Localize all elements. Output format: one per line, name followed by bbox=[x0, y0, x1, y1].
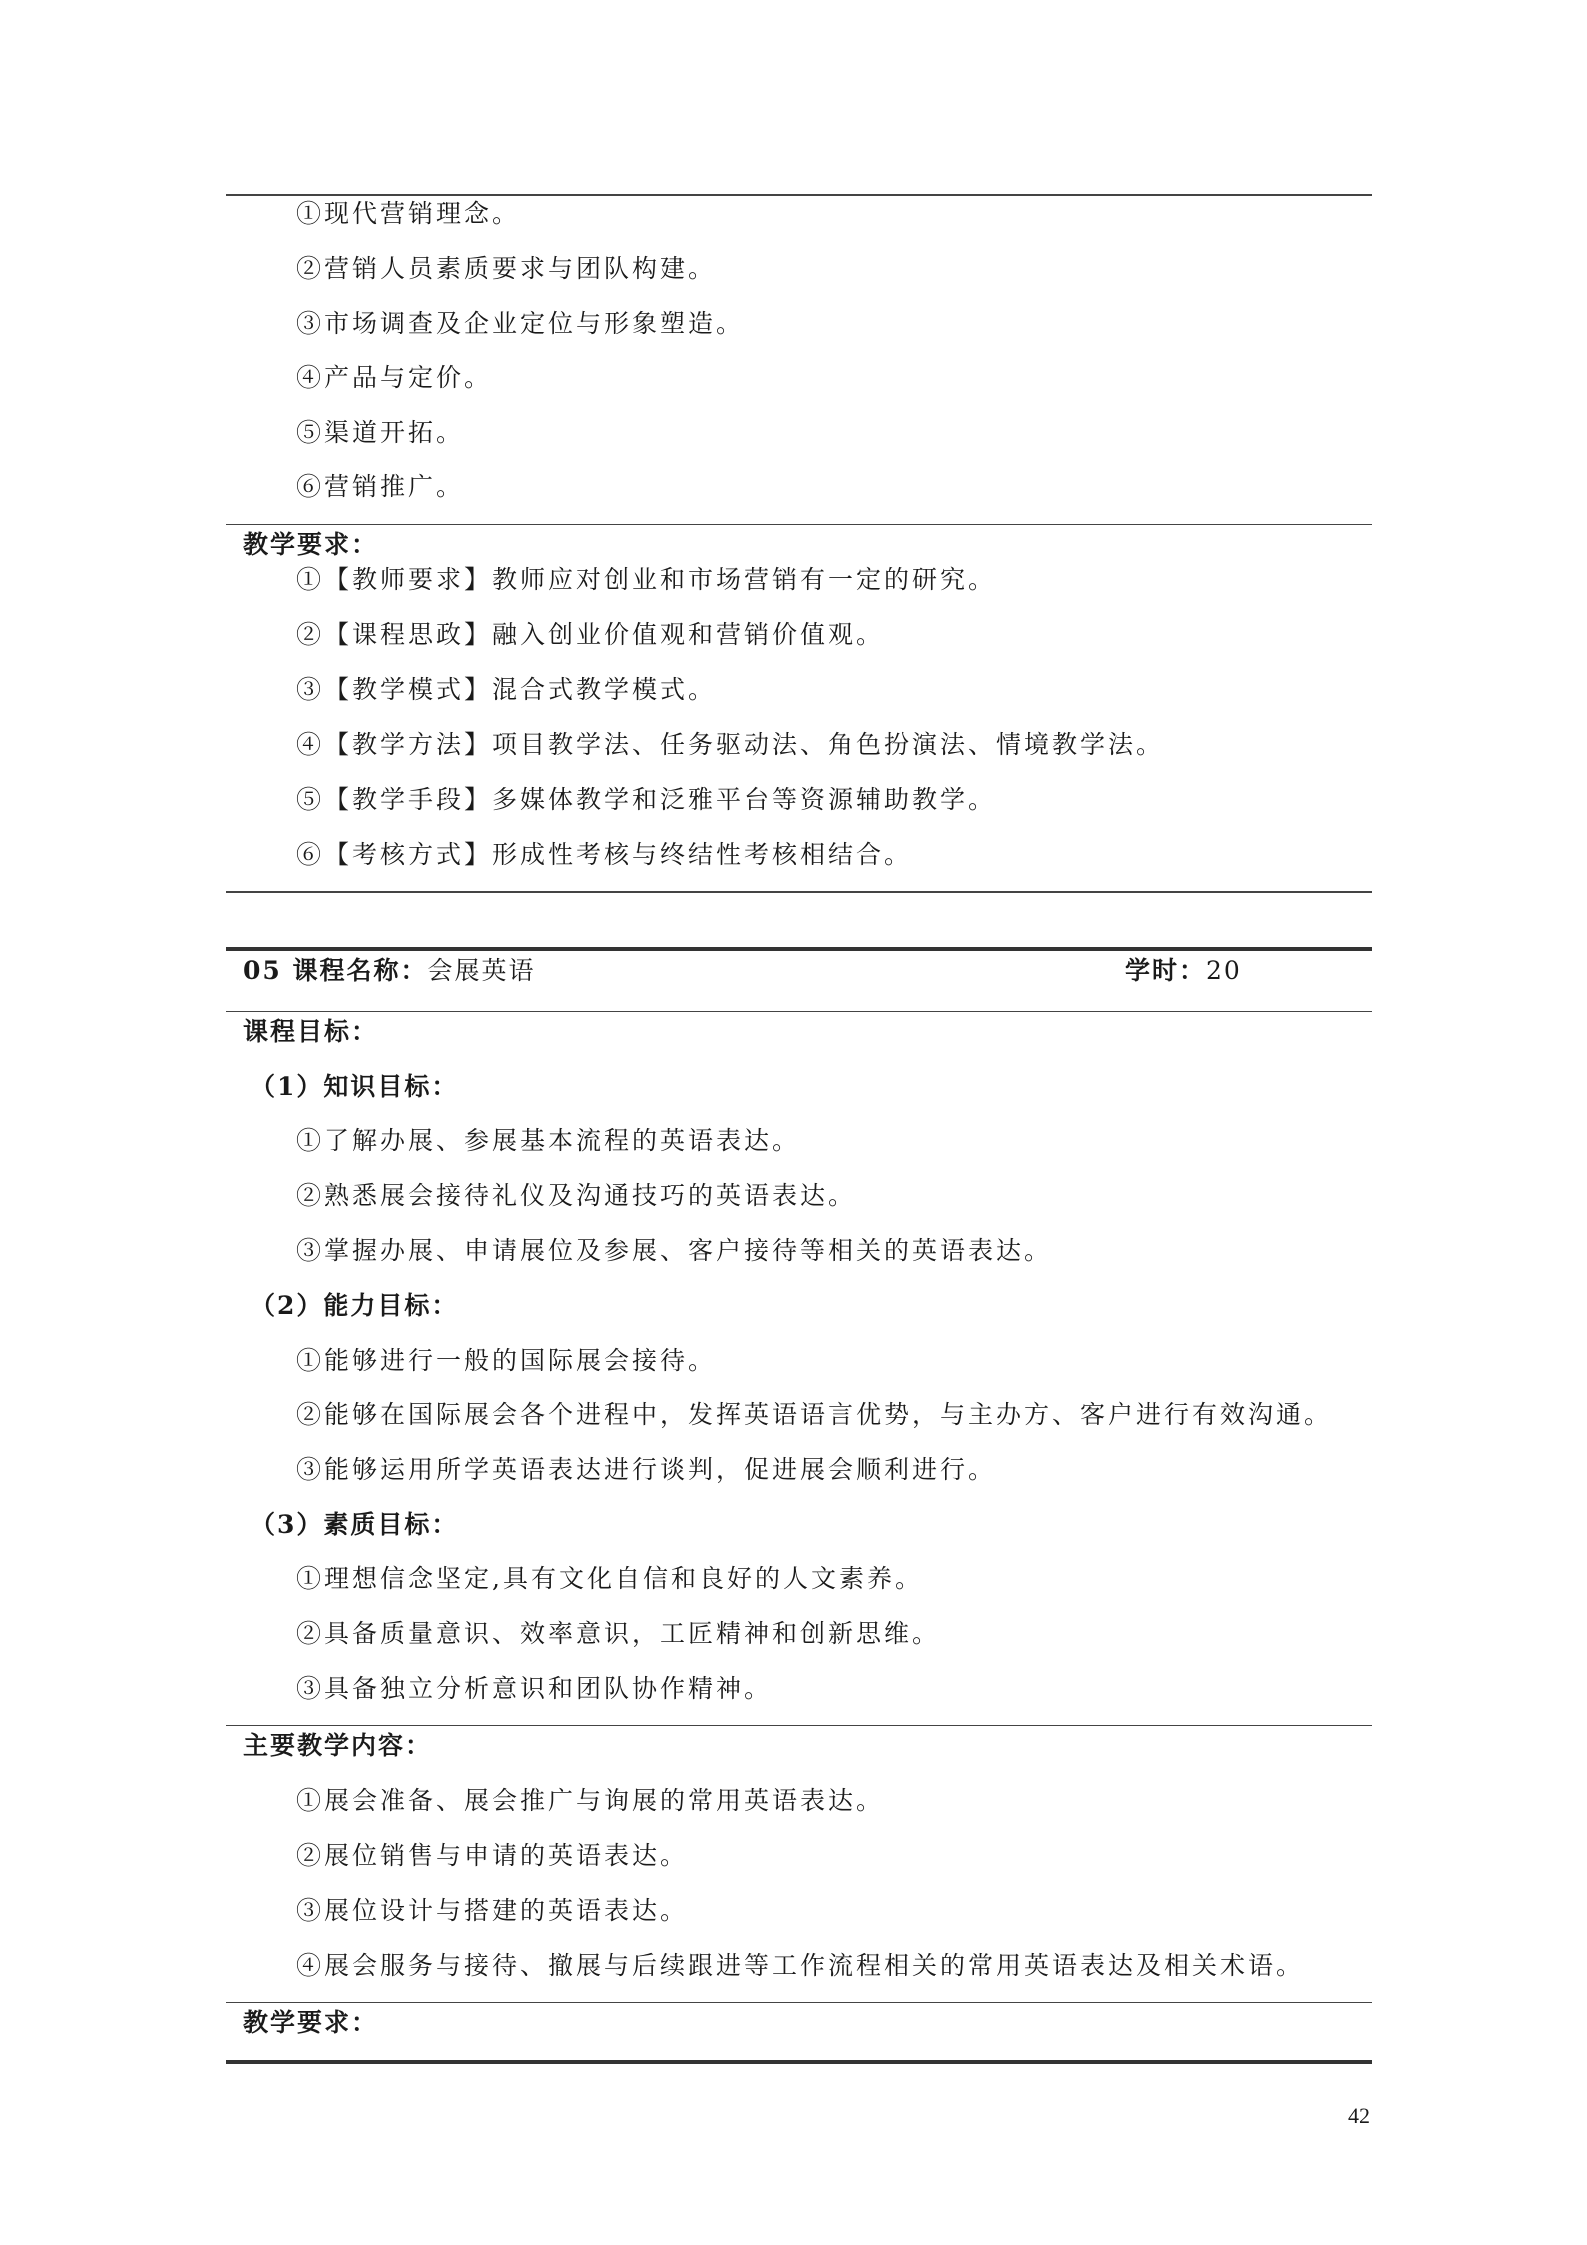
knowledge-item: ①了解办展、参展基本流程的英语表达。 bbox=[296, 1126, 801, 1155]
top-rule bbox=[226, 194, 1372, 196]
section-divider bbox=[226, 1725, 1372, 1726]
course-header-rule bbox=[226, 947, 1372, 951]
content-item: ⑥营销推广。 bbox=[296, 472, 465, 501]
content-item: ②展位销售与申请的英语表达。 bbox=[296, 1841, 689, 1870]
quality-item: ②具备质量意识、效率意识，工匠精神和创新思维。 bbox=[296, 1619, 941, 1648]
content-item: ④产品与定价。 bbox=[296, 363, 493, 392]
section-divider bbox=[226, 524, 1372, 525]
bottom-rule bbox=[226, 2060, 1372, 2064]
knowledge-item: ②熟悉展会接待礼仪及沟通技巧的英语表达。 bbox=[296, 1181, 857, 1210]
content-item: ③展位设计与搭建的英语表达。 bbox=[296, 1896, 689, 1925]
requirement-item: ⑤【教学手段】多媒体教学和泛雅平台等资源辅助教学。 bbox=[296, 785, 997, 814]
ability-heading: （2）能力目标： bbox=[250, 1291, 459, 1320]
course-hours-value: 20 bbox=[1206, 956, 1242, 985]
knowledge-heading: （1）知识目标： bbox=[250, 1072, 459, 1101]
course-name-value: 会展英语 bbox=[427, 956, 536, 985]
section-end-rule bbox=[226, 891, 1372, 893]
objectives-heading: 课程目标： bbox=[243, 1017, 379, 1046]
requirement-item: ⑥【考核方式】形成性考核与终结性考核相结合。 bbox=[296, 840, 913, 869]
content-item: ④展会服务与接待、撤展与后续跟进等工作流程相关的常用英语表达及相关术语。 bbox=[296, 1951, 1305, 1980]
requirement-item: ②【课程思政】融入创业价值观和营销价值观。 bbox=[296, 620, 885, 649]
content-item: ①现代营销理念。 bbox=[296, 199, 521, 228]
ability-item: ②能够在国际展会各个进程中，发挥英语语言优势，与主办方、客户进行有效沟通。 bbox=[296, 1400, 1333, 1429]
course-header-bottom-rule bbox=[226, 1011, 1372, 1012]
requirement-item: ③【教学模式】混合式教学模式。 bbox=[296, 675, 717, 704]
section-divider bbox=[226, 2002, 1372, 2003]
course-name-label bbox=[243, 956, 536, 986]
content-item: ②营销人员素质要求与团队构建。 bbox=[296, 254, 717, 283]
quality-heading: （3）素质目标： bbox=[250, 1510, 459, 1539]
course-hours-label: 学时： bbox=[1125, 956, 1207, 985]
course-hours bbox=[1125, 956, 1242, 986]
ability-item: ③能够运用所学英语表达进行谈判，促进展会顺利进行。 bbox=[296, 1455, 997, 1484]
content-item: ①展会准备、展会推广与询展的常用英语表达。 bbox=[296, 1786, 885, 1815]
ability-item: ①能够进行一般的国际展会接待。 bbox=[296, 1346, 717, 1375]
page-number: 42 bbox=[1348, 2103, 1370, 2128]
content-heading: 主要教学内容： bbox=[243, 1731, 433, 1760]
requirements-heading: 教学要求： bbox=[243, 530, 379, 559]
content-item: ③市场调查及企业定位与形象塑造。 bbox=[296, 309, 745, 338]
quality-item: ①理想信念坚定,具有文化自信和良好的人文素养。 bbox=[296, 1564, 923, 1593]
requirements-heading: 教学要求： bbox=[243, 2008, 379, 2037]
course-name-label-text: 05 课程名称： bbox=[243, 956, 428, 985]
requirement-item: ④【教学方法】项目教学法、任务驱动法、角色扮演法、情境教学法。 bbox=[296, 730, 1165, 759]
knowledge-item: ③掌握办展、申请展位及参展、客户接待等相关的英语表达。 bbox=[296, 1236, 1053, 1265]
requirement-item: ①【教师要求】教师应对创业和市场营销有一定的研究。 bbox=[296, 565, 997, 594]
quality-item: ③具备独立分析意识和团队协作精神。 bbox=[296, 1674, 773, 1703]
content-item: ⑤渠道开拓。 bbox=[296, 418, 465, 447]
